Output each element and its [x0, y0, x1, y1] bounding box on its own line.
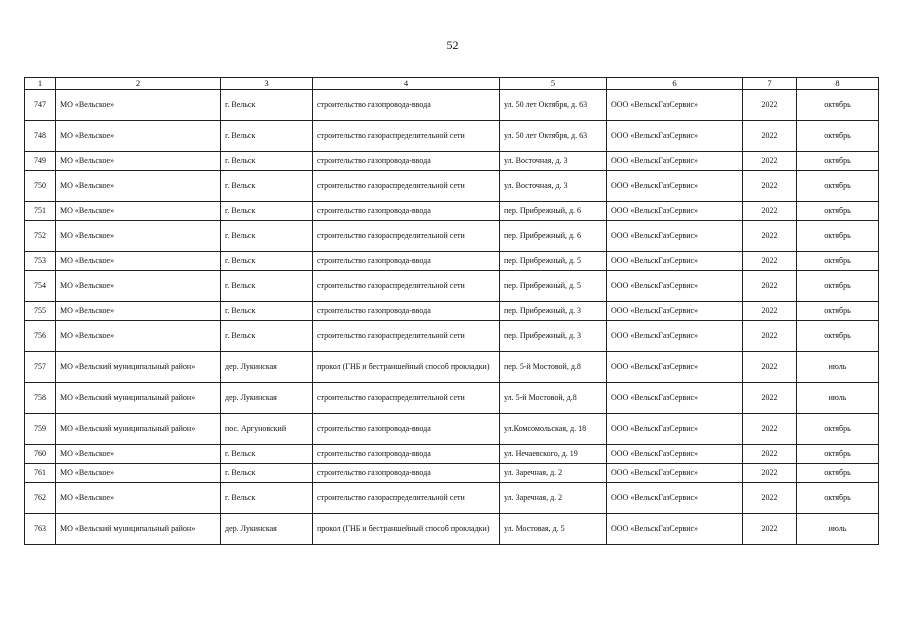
organization-cell: ООО «ВельскГазСервис» [607, 514, 743, 545]
work-type-cell: строительство газопровода-ввода [313, 414, 500, 445]
locality-cell: г. Вельск [221, 152, 313, 171]
address-cell: ул. Восточная, д. 3 [500, 152, 607, 171]
municipality-cell: МО «Вельское» [56, 271, 221, 302]
table-row [25, 414, 879, 445]
table-row [25, 483, 879, 514]
column-header: 1 [25, 78, 56, 90]
municipality-cell: МО «Вельское» [56, 90, 221, 121]
locality-cell: дер. Лукинская [221, 383, 313, 414]
municipality-cell: МО «Вельское» [56, 321, 221, 352]
locality-cell: г. Вельск [221, 271, 313, 302]
locality-cell: дер. Лукинская [221, 352, 313, 383]
organization-cell: ООО «ВельскГазСервис» [607, 483, 743, 514]
year-cell: 2022 [743, 221, 797, 252]
municipality-cell: МО «Вельское» [56, 302, 221, 321]
address-cell: ул. 50 лет Октября, д. 63 [500, 121, 607, 152]
work-type-cell: строительство газопровода-ввода [313, 302, 500, 321]
locality-cell: г. Вельск [221, 464, 313, 483]
work-type-cell: строительство газопровода-ввода [313, 445, 500, 464]
year-cell: 2022 [743, 352, 797, 383]
organization-cell: ООО «ВельскГазСервис» [607, 271, 743, 302]
table-row [25, 445, 879, 464]
month-cell: июль [797, 514, 879, 545]
year-cell: 2022 [743, 271, 797, 302]
organization-cell: ООО «ВельскГазСервис» [607, 121, 743, 152]
table-row [25, 302, 879, 321]
table-row [25, 321, 879, 352]
column-header: 4 [313, 78, 500, 90]
address-cell: пер. Прибрежный, д. 3 [500, 321, 607, 352]
table-row [25, 252, 879, 271]
column-header: 8 [797, 78, 879, 90]
work-type-cell: строительство газораспределительной сети [313, 121, 500, 152]
address-cell: ул. Восточная, д. 3 [500, 171, 607, 202]
table-row [25, 171, 879, 202]
table-row [25, 221, 879, 252]
locality-cell: г. Вельск [221, 221, 313, 252]
work-type-cell: строительство газопровода-ввода [313, 152, 500, 171]
table-row [25, 202, 879, 221]
table-row [25, 90, 879, 121]
organization-cell: ООО «ВельскГазСервис» [607, 445, 743, 464]
address-cell: пер. 5-й Мостовой, д.8 [500, 352, 607, 383]
locality-cell: дер. Лукинская [221, 514, 313, 545]
municipality-cell: МО «Вельское» [56, 152, 221, 171]
organization-cell: ООО «ВельскГазСервис» [607, 90, 743, 121]
table-row [25, 352, 879, 383]
column-header: 5 [500, 78, 607, 90]
row-number-cell: 753 [25, 252, 56, 271]
year-cell: 2022 [743, 445, 797, 464]
column-number-row [25, 78, 879, 90]
table-row [25, 383, 879, 414]
row-number-cell: 757 [25, 352, 56, 383]
table-row [25, 514, 879, 545]
locality-cell: г. Вельск [221, 483, 313, 514]
address-cell: ул. Заречная, д. 2 [500, 464, 607, 483]
work-type-cell: прокол (ГНБ и бестраншейный способ прокладки) [313, 352, 500, 383]
year-cell: 2022 [743, 252, 797, 271]
municipality-cell: МО «Вельское» [56, 221, 221, 252]
row-number-cell: 759 [25, 414, 56, 445]
row-number-cell: 754 [25, 271, 56, 302]
organization-cell: ООО «ВельскГазСервис» [607, 464, 743, 483]
month-cell: октябрь [797, 414, 879, 445]
year-cell: 2022 [743, 514, 797, 545]
month-cell: октябрь [797, 464, 879, 483]
column-header: 3 [221, 78, 313, 90]
work-type-cell: строительство газораспределительной сети [313, 483, 500, 514]
address-cell: пер. Прибрежный, д. 5 [500, 271, 607, 302]
municipality-cell: МО «Вельское» [56, 252, 221, 271]
year-cell: 2022 [743, 383, 797, 414]
month-cell: октябрь [797, 483, 879, 514]
year-cell: 2022 [743, 414, 797, 445]
locality-cell: г. Вельск [221, 171, 313, 202]
month-cell: октябрь [797, 271, 879, 302]
row-number-cell: 751 [25, 202, 56, 221]
column-header: 7 [743, 78, 797, 90]
work-type-cell: строительство газопровода-ввода [313, 90, 500, 121]
month-cell: октябрь [797, 302, 879, 321]
locality-cell: пос. Аргуновский [221, 414, 313, 445]
organization-cell: ООО «ВельскГазСервис» [607, 221, 743, 252]
locality-cell: г. Вельск [221, 445, 313, 464]
work-type-cell: строительство газораспределительной сети [313, 321, 500, 352]
row-number-cell: 747 [25, 90, 56, 121]
address-cell: пер. Прибрежный, д. 6 [500, 221, 607, 252]
address-cell: ул. 5-й Мостовой, д.8 [500, 383, 607, 414]
table-row [25, 271, 879, 302]
table-row [25, 464, 879, 483]
month-cell: октябрь [797, 90, 879, 121]
year-cell: 2022 [743, 171, 797, 202]
organization-cell: ООО «ВельскГазСервис» [607, 171, 743, 202]
month-cell: октябрь [797, 121, 879, 152]
row-number-cell: 763 [25, 514, 56, 545]
row-number-cell: 760 [25, 445, 56, 464]
municipality-cell: МО «Вельское» [56, 445, 221, 464]
address-cell: ул. Нечаевского, д. 19 [500, 445, 607, 464]
municipality-cell: МО «Вельский муниципальный район» [56, 383, 221, 414]
organization-cell: ООО «ВельскГазСервис» [607, 321, 743, 352]
row-number-cell: 748 [25, 121, 56, 152]
municipality-cell: МО «Вельский муниципальный район» [56, 514, 221, 545]
row-number-cell: 761 [25, 464, 56, 483]
table-row [25, 152, 879, 171]
gasification-table [24, 77, 879, 545]
organization-cell: ООО «ВельскГазСервис» [607, 302, 743, 321]
year-cell: 2022 [743, 483, 797, 514]
work-type-cell: строительство газопровода-ввода [313, 202, 500, 221]
locality-cell: г. Вельск [221, 202, 313, 221]
row-number-cell: 749 [25, 152, 56, 171]
locality-cell: г. Вельск [221, 252, 313, 271]
organization-cell: ООО «ВельскГазСервис» [607, 352, 743, 383]
work-type-cell: прокол (ГНБ и бестраншейный способ прокладки) [313, 514, 500, 545]
address-cell: ул.Комсомольская, д. 18 [500, 414, 607, 445]
municipality-cell: МО «Вельское» [56, 483, 221, 514]
year-cell: 2022 [743, 202, 797, 221]
table-row [25, 121, 879, 152]
month-cell: октябрь [797, 252, 879, 271]
address-cell: пер. Прибрежный, д. 6 [500, 202, 607, 221]
municipality-cell: МО «Вельское» [56, 121, 221, 152]
locality-cell: г. Вельск [221, 302, 313, 321]
column-header: 6 [607, 78, 743, 90]
row-number-cell: 758 [25, 383, 56, 414]
locality-cell: г. Вельск [221, 321, 313, 352]
month-cell: июль [797, 352, 879, 383]
row-number-cell: 755 [25, 302, 56, 321]
column-header: 2 [56, 78, 221, 90]
year-cell: 2022 [743, 464, 797, 483]
address-cell: ул. Заречная, д. 2 [500, 483, 607, 514]
work-type-cell: строительство газопровода-ввода [313, 252, 500, 271]
work-type-cell: строительство газораспределительной сети [313, 271, 500, 302]
municipality-cell: МО «Вельское» [56, 464, 221, 483]
row-number-cell: 756 [25, 321, 56, 352]
municipality-cell: МО «Вельский муниципальный район» [56, 352, 221, 383]
month-cell: октябрь [797, 445, 879, 464]
municipality-cell: МО «Вельское» [56, 202, 221, 221]
month-cell: октябрь [797, 202, 879, 221]
address-cell: ул. Мостовая, д. 5 [500, 514, 607, 545]
work-type-cell: строительство газораспределительной сети [313, 383, 500, 414]
year-cell: 2022 [743, 90, 797, 121]
address-cell: пер. Прибрежный, д. 5 [500, 252, 607, 271]
page-number: 52 [446, 38, 459, 52]
municipality-cell: МО «Вельское» [56, 171, 221, 202]
month-cell: октябрь [797, 152, 879, 171]
year-cell: 2022 [743, 302, 797, 321]
month-cell: октябрь [797, 321, 879, 352]
organization-cell: ООО «ВельскГазСервис» [607, 383, 743, 414]
month-cell: октябрь [797, 171, 879, 202]
work-type-cell: строительство газораспределительной сети [313, 171, 500, 202]
year-cell: 2022 [743, 321, 797, 352]
locality-cell: г. Вельск [221, 90, 313, 121]
locality-cell: г. Вельск [221, 121, 313, 152]
month-cell: июль [797, 383, 879, 414]
work-type-cell: строительство газопровода-ввода [313, 464, 500, 483]
table-body [25, 90, 879, 545]
organization-cell: ООО «ВельскГазСервис» [607, 252, 743, 271]
row-number-cell: 752 [25, 221, 56, 252]
year-cell: 2022 [743, 152, 797, 171]
year-cell: 2022 [743, 121, 797, 152]
address-cell: пер. Прибрежный, д. 3 [500, 302, 607, 321]
work-type-cell: строительство газораспределительной сети [313, 221, 500, 252]
organization-cell: ООО «ВельскГазСервис» [607, 202, 743, 221]
row-number-cell: 750 [25, 171, 56, 202]
organization-cell: ООО «ВельскГазСервис» [607, 414, 743, 445]
organization-cell: ООО «ВельскГазСервис» [607, 152, 743, 171]
month-cell: октябрь [797, 221, 879, 252]
address-cell: ул. 50 лет Октября, д. 63 [500, 90, 607, 121]
municipality-cell: МО «Вельский муниципальный район» [56, 414, 221, 445]
row-number-cell: 762 [25, 483, 56, 514]
